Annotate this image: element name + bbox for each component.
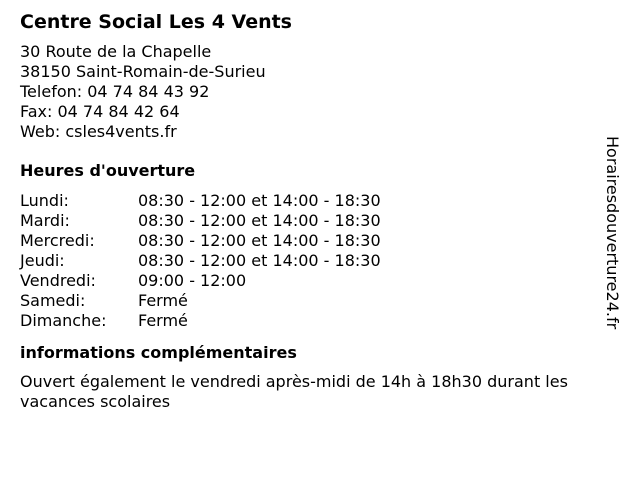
day-label: Jeudi:: [20, 251, 65, 270]
hours-heading: Heures d'ouverture: [20, 161, 196, 180]
time-value: 08:30 - 12:00 et 14:00 - 18:30: [138, 251, 381, 270]
day-label: Lundi:: [20, 191, 69, 210]
business-name: Centre Social Les 4 Vents: [20, 11, 292, 33]
website-link[interactable]: Web: csles4vents.fr: [20, 122, 177, 141]
address-city: 38150 Saint-Romain-de-Surieu: [20, 62, 266, 81]
contact-block: [20, 42, 620, 142]
info-heading: informations complémentaires: [20, 343, 297, 362]
time-value: 08:30 - 12:00 et 14:00 - 18:30: [138, 191, 381, 210]
time-value: 09:00 - 12:00: [138, 271, 247, 290]
time-value: 08:30 - 12:00 et 14:00 - 18:30: [138, 231, 381, 250]
day-label: Mardi:: [20, 211, 70, 230]
time-value: 08:30 - 12:00 et 14:00 - 18:30: [138, 211, 381, 230]
day-label: Dimanche:: [20, 311, 107, 330]
time-value: Fermé: [138, 291, 188, 310]
hours-row-wednesday: [20, 231, 620, 251]
fax-number: Fax: 04 74 84 42 64: [20, 102, 180, 121]
business-card: [20, 10, 620, 412]
address-street: 30 Route de la Chapelle: [20, 42, 212, 61]
hours-table: [20, 191, 620, 331]
hours-row-thursday: [20, 251, 620, 271]
phone-number: Telefon: 04 74 84 43 92: [20, 82, 210, 101]
day-label: Vendredi:: [20, 271, 96, 290]
time-value: Fermé: [138, 311, 188, 330]
hours-row-tuesday: [20, 211, 620, 231]
info-text: Ouvert également le vendredi après-midi de 14h à 18h30 durant les vacances scolaires: [20, 372, 568, 411]
hours-row-monday: [20, 191, 620, 211]
day-label: Samedi:: [20, 291, 86, 310]
hours-row-friday: [20, 271, 620, 291]
hours-row-saturday: [20, 291, 620, 311]
hours-row-sunday: [20, 311, 620, 331]
site-watermark: Horairesdouverture24.fr: [603, 136, 622, 330]
day-label: Mercredi:: [20, 231, 95, 250]
